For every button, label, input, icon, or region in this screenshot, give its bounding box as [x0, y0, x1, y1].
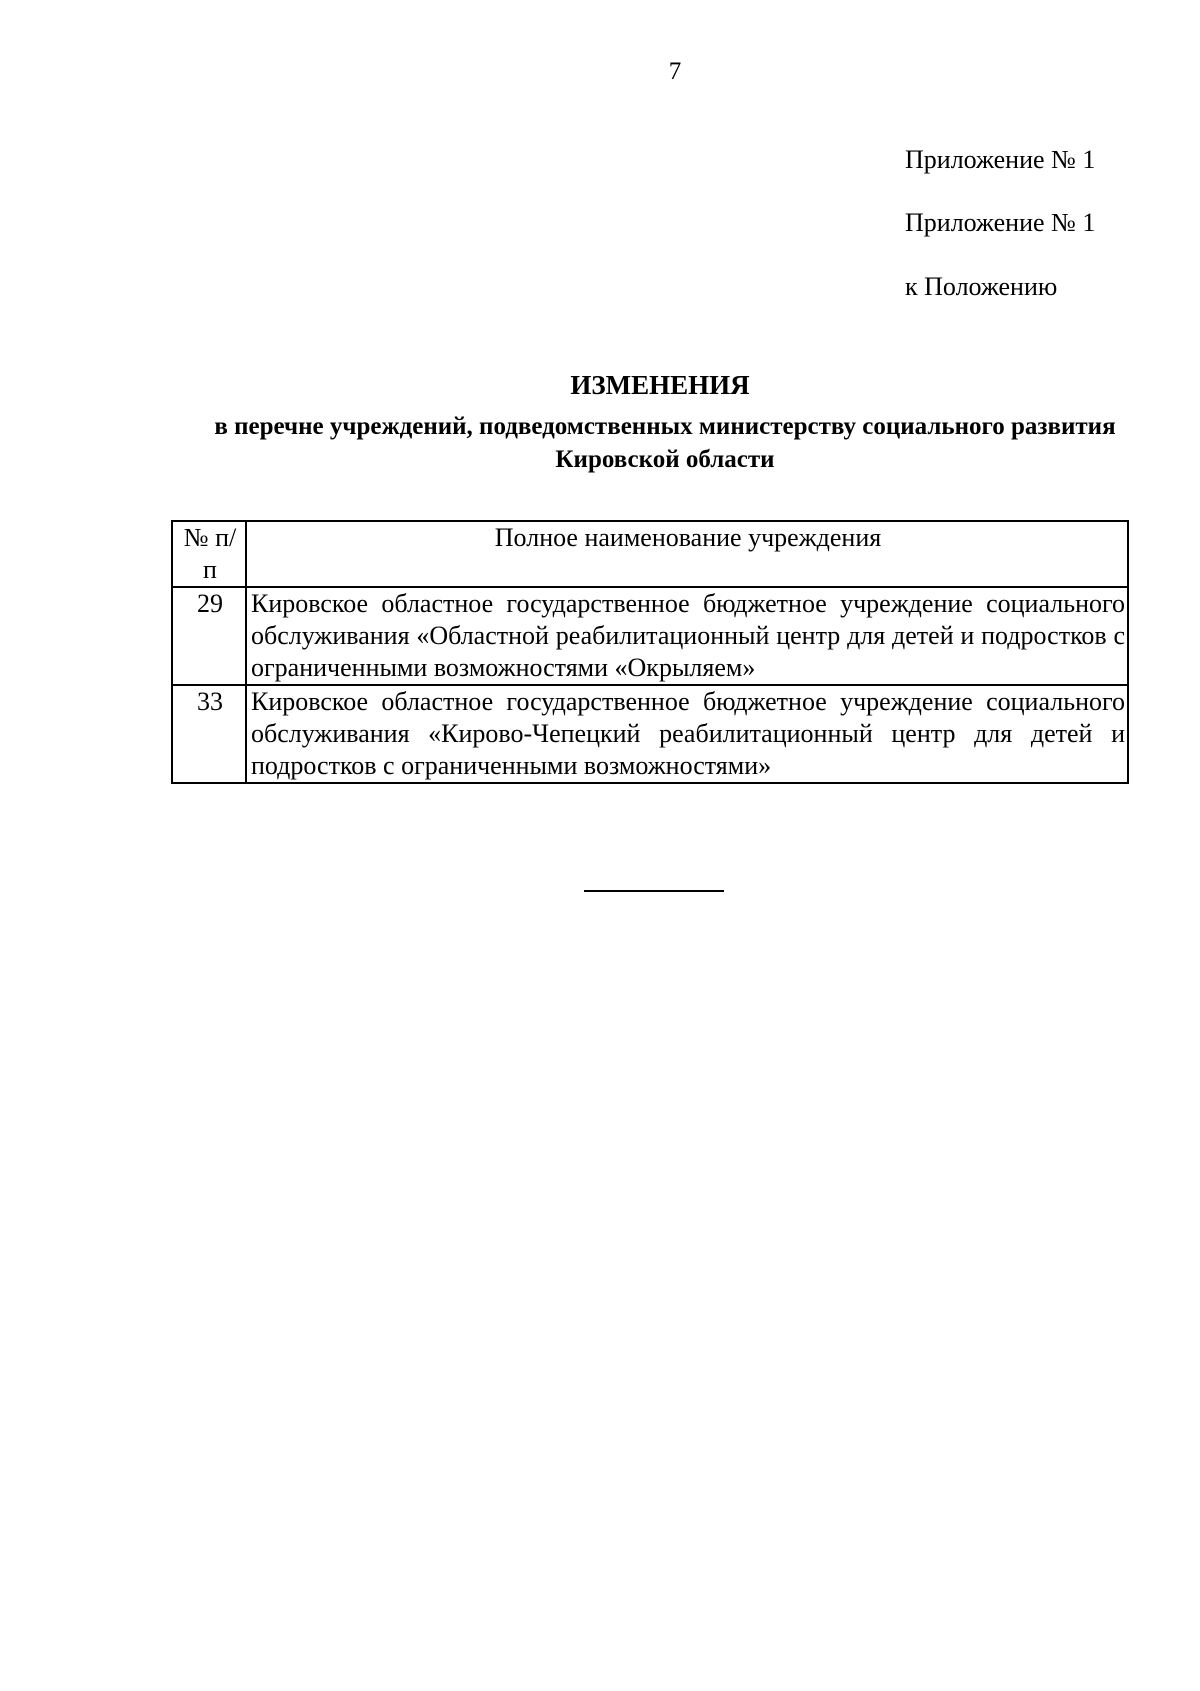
end-separator-line — [584, 890, 724, 892]
row-number: 29 — [172, 587, 246, 685]
appendix-reference: к Положению — [905, 272, 1058, 301]
row-number: 33 — [172, 685, 246, 783]
header-number: № п/п — [172, 521, 246, 587]
appendix-label: Приложение № 1 — [905, 145, 1096, 174]
page-number: 7 — [668, 58, 682, 85]
document-subtitle: в перечне учреждений, подведомственных министерству социального развития Кировской области — [214, 413, 1116, 473]
document-title: ИЗМЕНЕНИЯ — [570, 370, 750, 400]
table-row — [172, 587, 1128, 685]
table-header-row — [172, 521, 1128, 587]
appendix-label: Приложение № 1 — [905, 208, 1096, 237]
header-name: Полное наименование учреждения — [246, 521, 1128, 587]
row-institution-name: Кировское областное государственное бюджетное учреждение социального обслуживания «Областной реабилитационный центр для детей и подростков с ограниченными возможностями «Окрыляем» — [246, 587, 1128, 685]
institutions-table — [171, 520, 1129, 784]
row-institution-name: Кировское областное государственное бюджетное учреждение социального обслуживания «Кирово-Чепецкий реабилитационный центр для детей и подростков с ограниченными возможностями» — [246, 685, 1128, 783]
table-row — [172, 685, 1128, 783]
